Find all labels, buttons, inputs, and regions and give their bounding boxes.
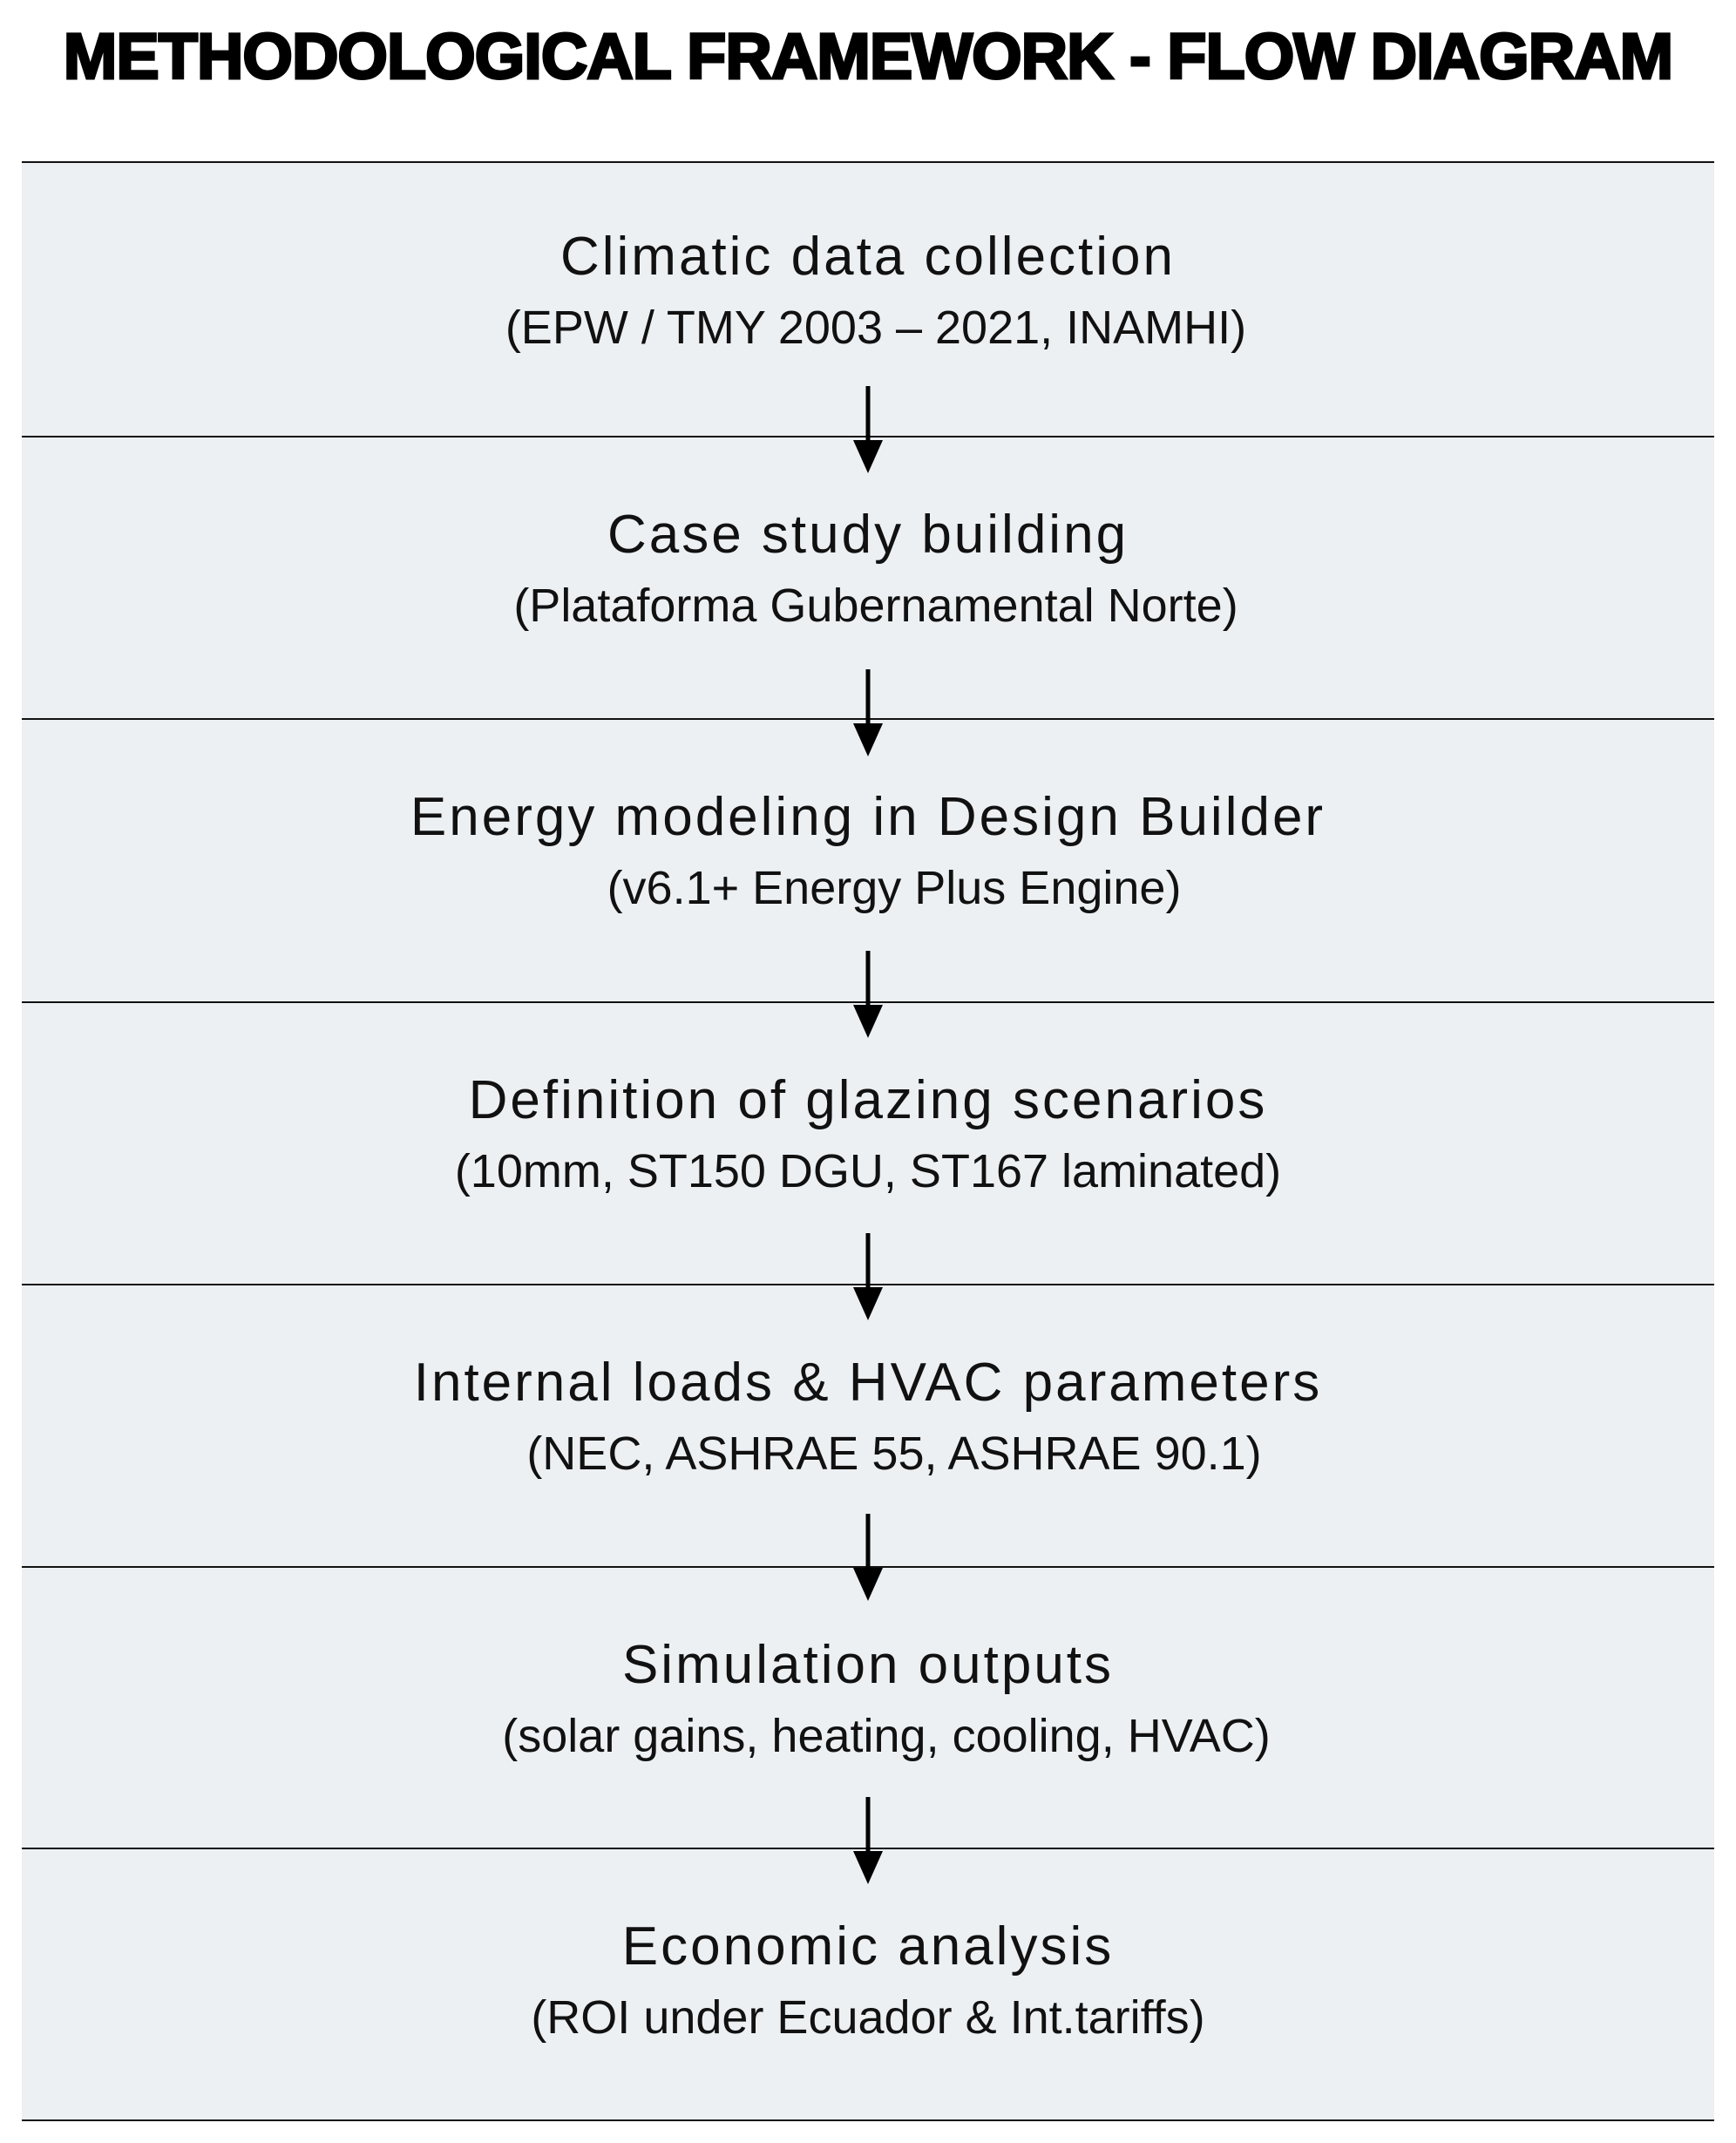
step-title: Simulation outputs [621,1635,1115,1695]
down-arrow-icon [851,386,885,473]
down-arrow-icon [851,951,885,1038]
step-title: Internal loads & HVAC parameters [413,1353,1323,1413]
down-arrow-icon [851,1797,885,1884]
step-detail: (v6.1+ Energy Plus Engine) [607,862,1182,914]
step-detail: (NEC, ASHRAE 55, ASHRAE 90.1) [526,1428,1262,1480]
flow-diagram [22,161,1714,2121]
step-title: Economic analysis [621,1916,1115,1977]
step-detail: (10mm, ST150 DGU, ST167 laminated) [454,1145,1282,1197]
page-title: METHODOLOGICAL FRAMEWORK - FLOW DIAGRAM [63,20,1673,92]
step-title: Definition of glazing scenarios [468,1070,1268,1130]
step-detail: (Plataforma Gubernamental Norte) [513,580,1238,632]
bottom-rule [22,2119,1714,2121]
down-arrow-icon [851,669,885,756]
step-title: Climatic data collection [559,227,1177,287]
down-arrow-icon [851,1233,885,1320]
step-detail: (EPW / TMY 2003 – 2021, INAMHI) [505,302,1247,354]
step-detail: (solar gains, heating, cooling, HVAC) [502,1710,1271,1762]
step-title: Energy modeling in Design Builder [410,787,1326,847]
step-detail: (ROI under Ecuador & Int.tariffs) [531,1991,1205,2044]
down-arrow-icon [851,1514,885,1601]
step-economic-analysis [22,1848,1714,2119]
step-title: Case study building [607,505,1129,565]
